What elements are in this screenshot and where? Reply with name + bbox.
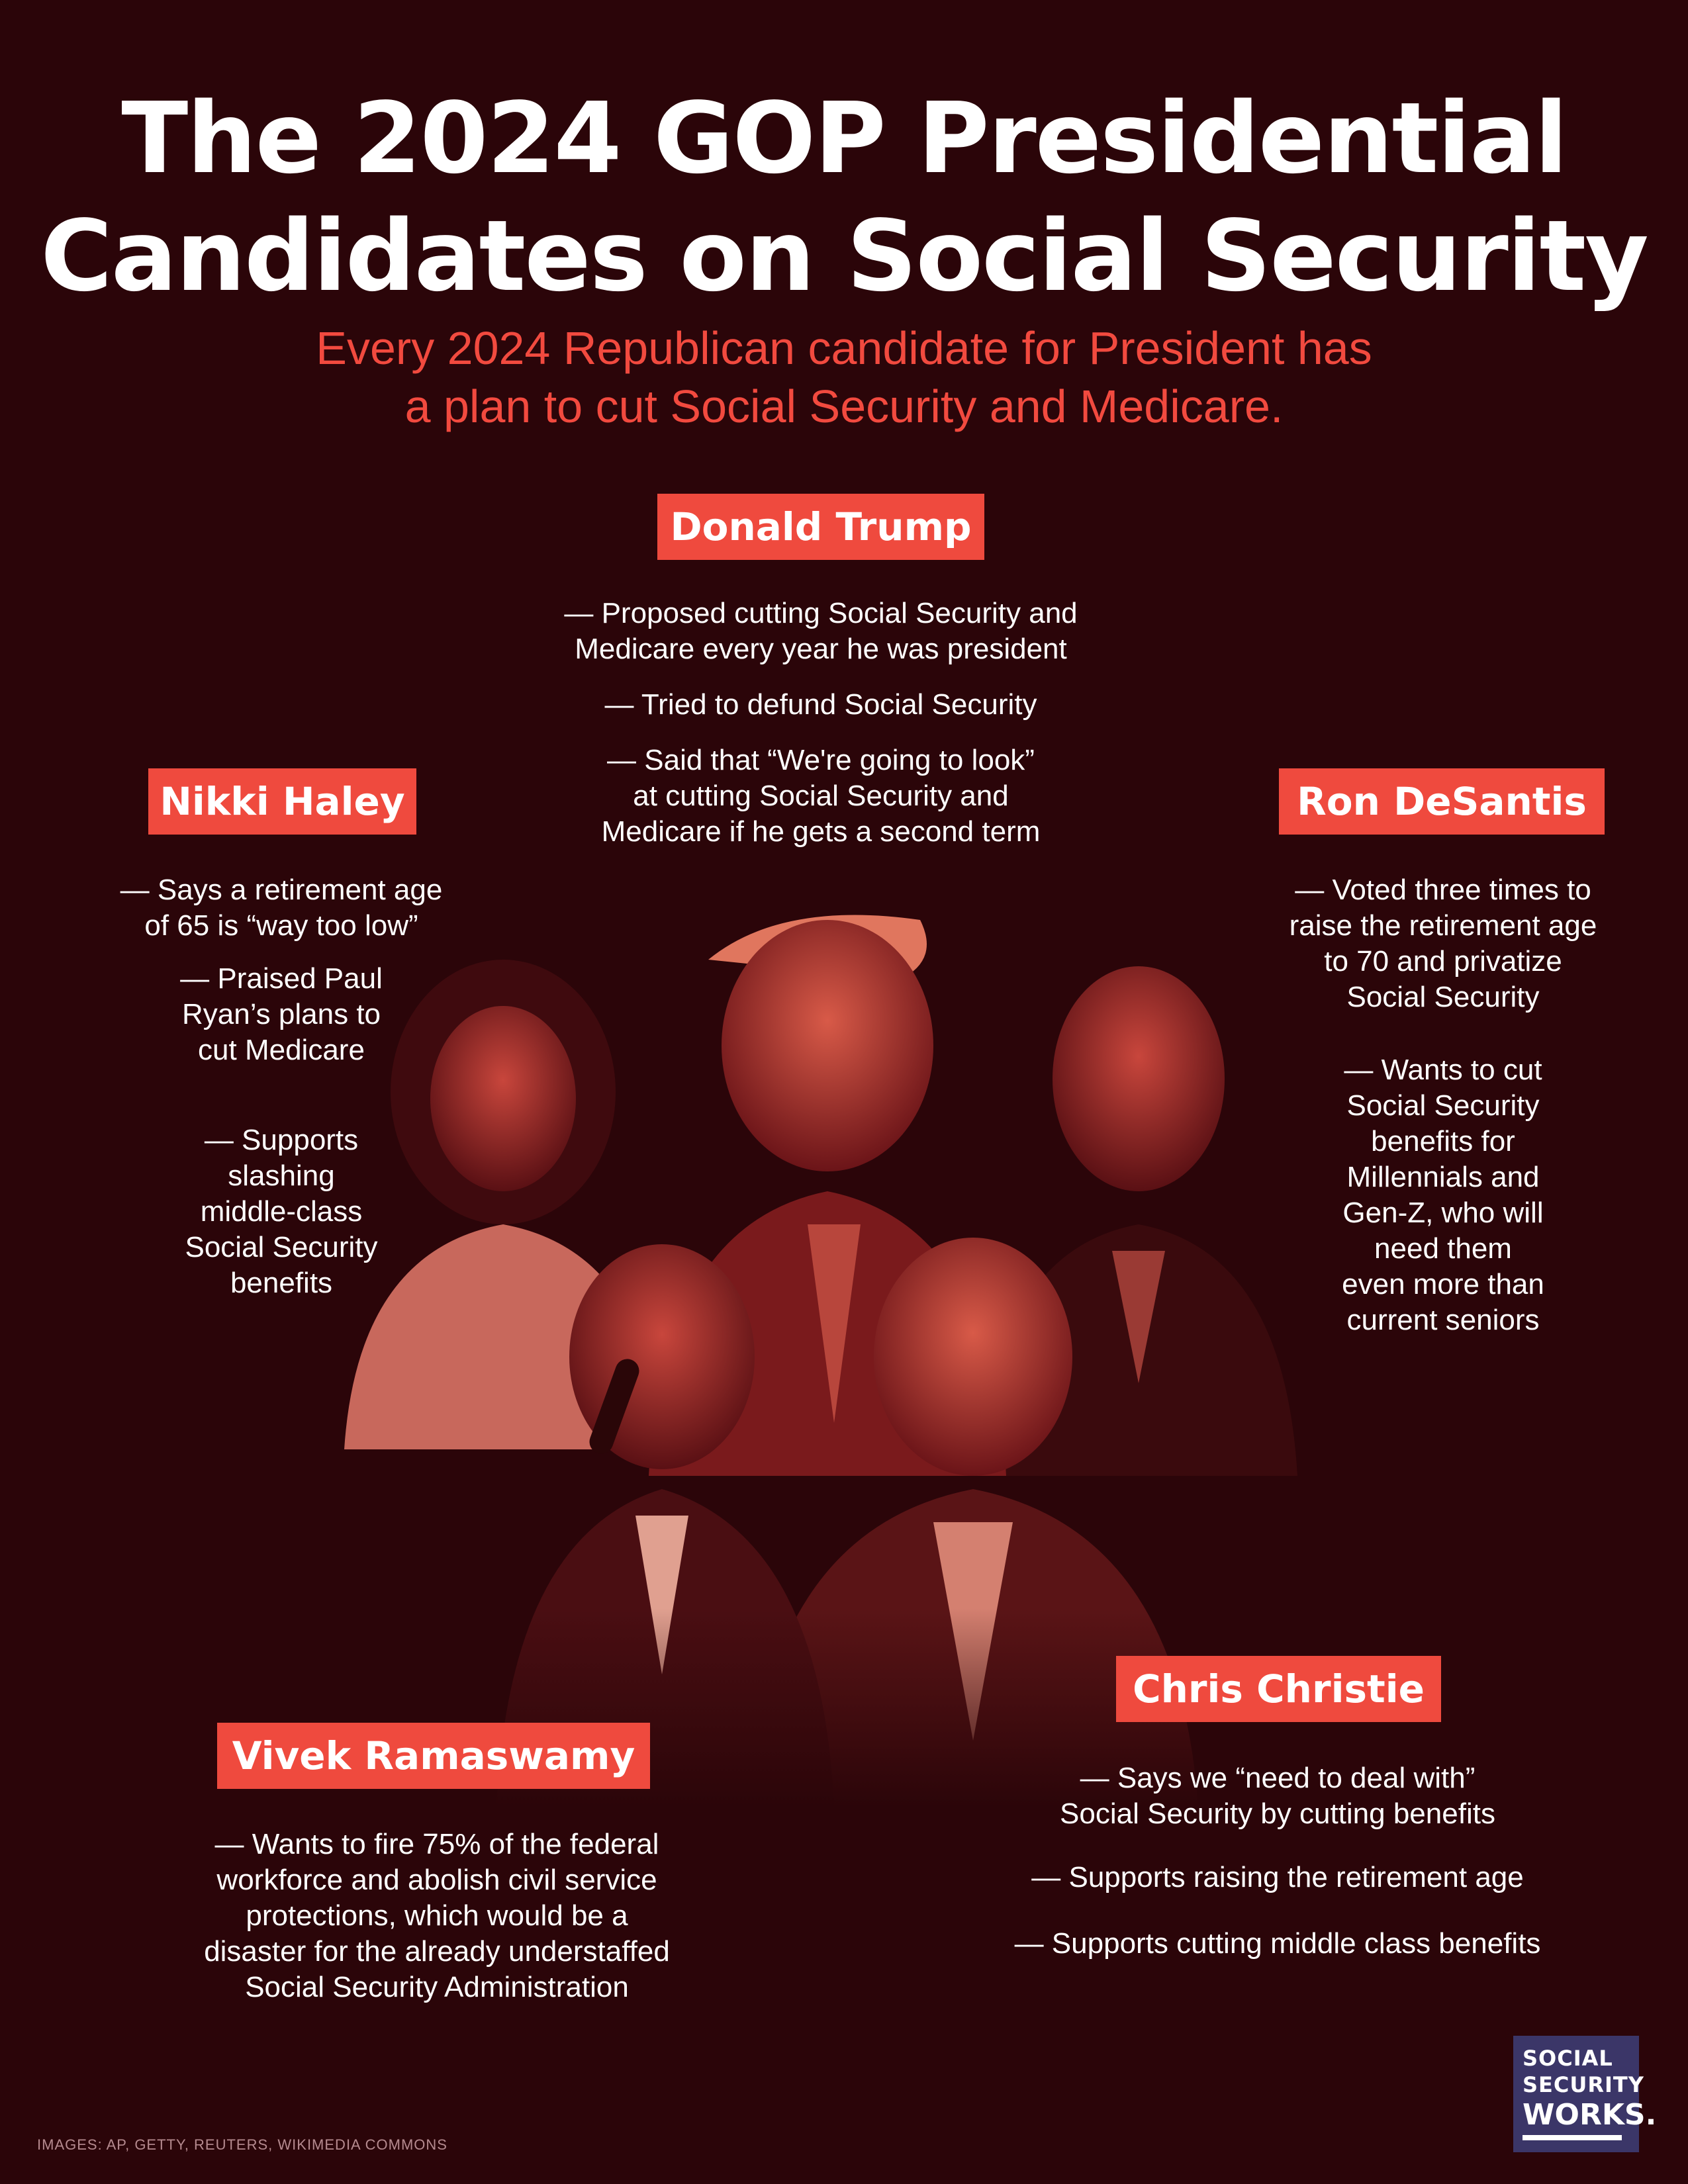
haley-point-1-line-2: of 65 is “way too low” [144, 909, 418, 942]
christie-name: Chris Christie [1133, 1666, 1425, 1711]
haley-point-2-line-3: cut Medicare [198, 1034, 365, 1066]
haley-name: Nikki Haley [160, 779, 405, 824]
trump-point-3-line-3: Medicare if he gets a second term [601, 815, 1041, 848]
ramaswamy-point-1-line-4: disaster for the already understaffed [204, 1935, 670, 1968]
subtitle-line-2: a plan to cut Social Security and Medicare. [404, 381, 1284, 432]
ramaswamy-point-1-line-2: workforce and abolish civil service [216, 1864, 657, 1896]
desantis-point-2-line-6: need them [1374, 1232, 1512, 1265]
desantis-point-1-line-4: Social Security [1346, 981, 1540, 1013]
haley-point-3-line-3: middle-class [200, 1195, 363, 1228]
desantis-point-2-line-1: — Wants to cut [1344, 1054, 1542, 1086]
christie-points [947, 1760, 1609, 1962]
haley-points [86, 872, 477, 1301]
haley-point-2-line-1: — Praised Paul [180, 962, 383, 995]
haley-point-1-line-1: — Says a retirement age [120, 874, 443, 906]
desantis-point-1-line-2: raise the retirement age [1289, 909, 1597, 942]
haley-point-2-line-2: Ryan’s plans to [181, 998, 381, 1030]
desantis-point-2-line-7: even more than [1342, 1268, 1544, 1300]
haley-name-tag [148, 768, 416, 835]
haley-point-3-line-2: slashing [228, 1160, 335, 1192]
desantis-point-1-line-3: to 70 and privatize [1324, 945, 1562, 978]
trump-points [490, 596, 1152, 850]
logo-line-3: WORKS. [1523, 2098, 1657, 2132]
desantis-points [1244, 872, 1642, 1338]
ramaswamy-name-tag [217, 1723, 650, 1789]
trump-point-1-line-2: Medicare every year he was president [575, 633, 1067, 665]
social-security-works-logo [1513, 2036, 1657, 2152]
trump-name: Donald Trump [670, 504, 972, 549]
desantis-point-2-line-3: benefits for [1371, 1125, 1515, 1158]
trump-point-3-line-2: at cutting Social Security and [633, 780, 1009, 812]
desantis-point-1-line-1: — Voted three times to [1295, 874, 1591, 906]
desantis-point-2-line-5: Gen-Z, who will [1342, 1197, 1544, 1229]
trump-point-3-line-1: — Said that “We're going to look” [607, 744, 1035, 776]
ramaswamy-point-1-line-5: Social Security Administration [245, 1971, 629, 2003]
ramaswamy-name: Vivek Ramaswamy [232, 1733, 635, 1778]
haley-point-3-line-1: — Supports [204, 1124, 359, 1156]
trump-name-tag [657, 494, 984, 560]
logo-line-1: SOCIAL [1523, 2046, 1613, 2071]
title-line-2: Candidates on Social Security [40, 199, 1648, 313]
ramaswamy-point-1-line-3: protections, which would be a [246, 1899, 628, 1932]
title-line-1: The 2024 GOP Presidential [121, 81, 1567, 195]
haley-point-3-line-5: benefits [230, 1267, 333, 1299]
desantis-point-2-line-4: Millennials and [1346, 1161, 1540, 1193]
logo-line-2: SECURITY [1523, 2072, 1644, 2097]
subtitle-line-1: Every 2024 Republican candidate for President has [316, 322, 1372, 374]
haley-point-3-line-4: Social Security [185, 1231, 378, 1263]
christie-point-2-line-1: — Supports raising the retirement age [1031, 1861, 1524, 1893]
page-title [0, 79, 1688, 315]
image-credit: IMAGES: AP, GETTY, REUTERS, WIKIMEDIA COMMONS [37, 2136, 447, 2153]
ramaswamy-points [132, 1827, 741, 2005]
desantis-point-2-line-8: current seniors [1346, 1304, 1540, 1336]
trump-point-1-line-1: — Proposed cutting Social Security and [564, 597, 1078, 629]
desantis-point-2-line-2: Social Security [1346, 1089, 1540, 1122]
christie-point-3-line-1: — Supports cutting middle class benefits [1014, 1927, 1541, 1960]
christie-point-1-line-1: — Says we “need to deal with” [1080, 1762, 1476, 1794]
trump-point-2-line-1: — Tried to defund Social Security [604, 688, 1037, 721]
desantis-name: Ron DeSantis [1297, 779, 1587, 824]
ramaswamy-point-1-line-1: — Wants to fire 75% of the federal [214, 1828, 659, 1860]
desantis-name-tag [1279, 768, 1605, 835]
christie-name-tag [1116, 1656, 1441, 1722]
page-subtitle [0, 319, 1688, 435]
logo-underline [1523, 2135, 1622, 2140]
christie-point-1-line-2: Social Security by cutting benefits [1060, 1797, 1495, 1830]
